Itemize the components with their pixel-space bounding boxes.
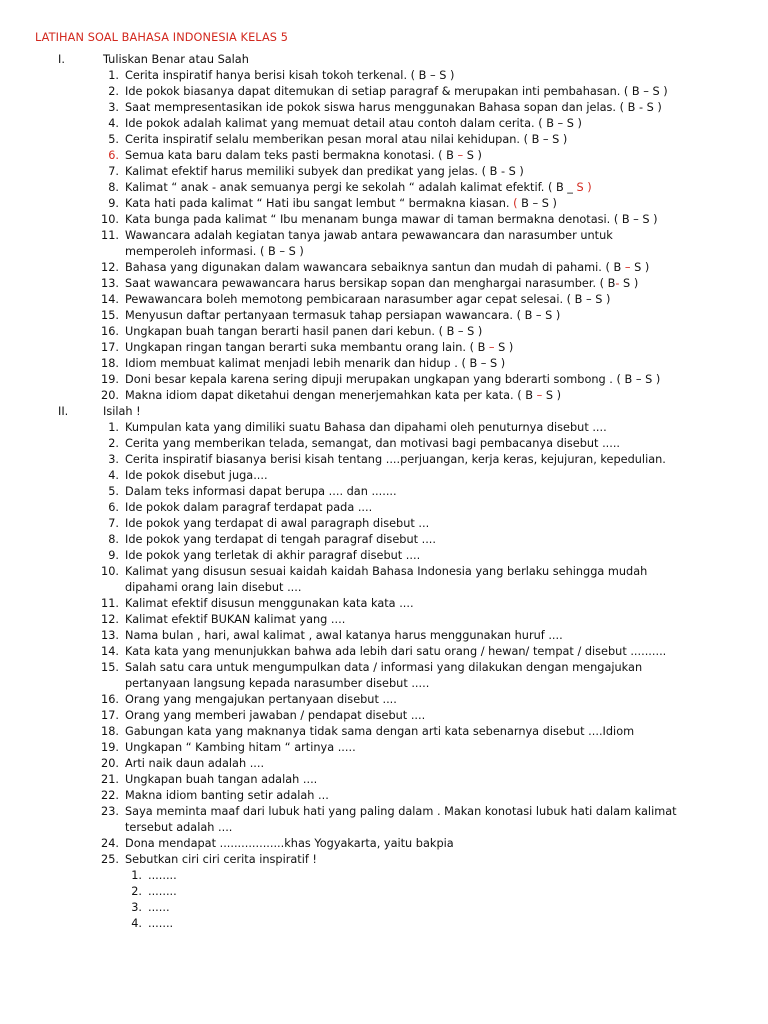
sub-item-number: 2. xyxy=(131,885,142,898)
item-text: Idiom membuat kalimat menjadi lebih menarik dan hidup . ( B – S ) xyxy=(125,357,506,370)
section1-number: I. xyxy=(58,53,65,66)
item-text: Kumpulan kata yang dimiliki suatu Bahasa dan dipahami oleh penuturnya disebut .... xyxy=(125,421,607,434)
item-number: 10. xyxy=(101,565,119,578)
section1-title: Tuliskan Benar atau Salah xyxy=(103,53,249,66)
item-number: 14. xyxy=(101,293,119,306)
item-number: 9. xyxy=(108,549,119,562)
item-number: 21. xyxy=(101,773,119,786)
item-number: 13. xyxy=(101,277,119,290)
item-text: Saat wawancara pewawancara harus bersikap sopan dan menghargai narasumber. ( B- S ) xyxy=(125,277,639,290)
sub-item-number: 3. xyxy=(131,901,142,914)
section2-number: II. xyxy=(58,405,69,418)
item-number: 16. xyxy=(101,693,119,706)
item-text: Kalimat efektif harus memiliki subyek dan predikat yang jelas. ( B - S ) xyxy=(125,165,524,178)
item-text-continued: tersebut adalah .... xyxy=(125,821,233,834)
item-number: 5. xyxy=(108,485,119,498)
item-text: Orang yang memberi jawaban / pendapat disebut .... xyxy=(125,709,426,722)
item-text-continued: pertanyaan langsung kepada narasumber disebut ..... xyxy=(125,677,430,690)
item-number: 15. xyxy=(101,661,119,674)
item-text: Ide pokok disebut juga.... xyxy=(125,469,268,482)
item-number: 6. xyxy=(108,501,119,514)
sub-item-number: 1. xyxy=(131,869,142,882)
item-text: Ungkapan buah tangan berarti hasil panen dari kebun. ( B – S ) xyxy=(125,325,483,338)
item-number: 2. xyxy=(108,437,119,450)
item-number: 10. xyxy=(101,213,119,226)
item-text: Gabungan kata yang maknanya tidak sama dengan arti kata sebenarnya disebut ....Idiom xyxy=(125,725,635,738)
sub-item-text: ....... xyxy=(148,917,174,930)
item-number: 11. xyxy=(101,597,119,610)
item-number: 16. xyxy=(101,325,119,338)
item-number: 5. xyxy=(108,133,119,146)
item-text-continued: memperoleh informasi. ( B – S ) xyxy=(125,245,304,258)
item-number: 22. xyxy=(101,789,119,802)
item-text: Kalimat efektif BUKAN kalimat yang .... xyxy=(125,613,346,626)
item-text: Cerita inspiratif biasanya berisi kisah tentang ....perjuangan, kerja keras, kejujuran, kepedulian. xyxy=(125,453,666,466)
item-number: 4. xyxy=(108,469,119,482)
item-text: Makna idiom dapat diketahui dengan menerjemahkan kata per kata. ( B – S ) xyxy=(125,389,562,402)
item-text: Cerita inspiratif hanya berisi kisah tokoh terkenal. ( B – S ) xyxy=(125,69,455,82)
item-text: Bahasa yang digunakan dalam wawancara sebaiknya santun dan mudah di pahami. ( B – S ) xyxy=(125,261,650,274)
item-text: Kata bunga pada kalimat “ Ibu menanam bunga mawar di taman bermakna denotasi. ( B – S ) xyxy=(125,213,658,226)
item-number: 12. xyxy=(101,261,119,274)
item-text-continued: dipahami orang lain disebut .... xyxy=(125,581,302,594)
sub-item-text: ...... xyxy=(148,901,170,914)
item-text: Ungkapan ringan tangan berarti suka membantu orang lain. ( B – S ) xyxy=(125,341,514,354)
item-text: Ide pokok yang terdapat di tengah paragraf disebut .... xyxy=(125,533,436,546)
item-text: Ungkapan “ Kambing hitam “ artinya ..... xyxy=(125,741,356,754)
item-number: 3. xyxy=(108,453,119,466)
sub-item-text: ........ xyxy=(148,885,177,898)
document-title: LATIHAN SOAL BAHASA INDONESIA KELAS 5 xyxy=(35,31,289,44)
item-text: Menyusun daftar pertanyaan termasuk tahap persiapan wawancara. ( B – S ) xyxy=(125,309,561,322)
item-number: 23. xyxy=(101,805,119,818)
item-number: 12. xyxy=(101,613,119,626)
item-number: 20. xyxy=(101,757,119,770)
item-number: 19. xyxy=(101,741,119,754)
item-text: Pewawancara boleh memotong pembicaraan narasumber agar cepat selesai. ( B – S ) xyxy=(125,293,611,306)
item-text: Ide pokok yang terdapat di awal paragraph disebut ... xyxy=(125,517,430,530)
item-number: 20. xyxy=(101,389,119,402)
item-text: Kata kata yang menunjukkan bahwa ada lebih dari satu orang / hewan/ tempat / disebut .......... xyxy=(125,645,667,658)
item-text: Nama bulan , hari, awal kalimat , awal katanya harus menggunakan huruf .... xyxy=(125,629,563,642)
item-text: Arti naik daun adalah .... xyxy=(125,757,265,770)
item-number: 18. xyxy=(101,357,119,370)
item-text: Kata hati pada kalimat “ Hati ibu sangat lembut “ bermakna kiasan. ( B – S ) xyxy=(125,197,557,210)
item-text: Cerita inspiratif selalu memberikan pesan moral atau nilai kehidupan. ( B – S ) xyxy=(125,133,568,146)
item-number: 17. xyxy=(101,341,119,354)
item-text: Ide pokok yang terletak di akhir paragraf disebut .... xyxy=(125,549,421,562)
item-text: Cerita yang memberikan telada, semangat, dan motivasi bagi pembacanya disebut ..... xyxy=(125,437,621,450)
item-number: 11. xyxy=(101,229,119,242)
item-text: Ide pokok adalah kalimat yang memuat detail atau contoh dalam cerita. ( B – S ) xyxy=(125,117,582,130)
item-text: Kalimat efektif disusun menggunakan kata kata .... xyxy=(125,597,414,610)
sub-item-number: 4. xyxy=(131,917,142,930)
item-text: Orang yang mengajukan pertanyaan disebut .... xyxy=(125,693,397,706)
item-number: 8. xyxy=(108,181,119,194)
item-text: Salah satu cara untuk mengumpulkan data / informasi yang dilakukan dengan mengajukan xyxy=(125,661,643,674)
item-text: Dalam teks informasi dapat berupa .... dan ....... xyxy=(125,485,397,498)
item-number: 4. xyxy=(108,117,119,130)
item-text: Sebutkan ciri ciri cerita inspiratif ! xyxy=(125,853,317,866)
item-number: 9. xyxy=(108,197,119,210)
item-number: 1. xyxy=(108,69,119,82)
section2-title: Isilah ! xyxy=(103,405,141,418)
item-text: Dona mendapat ..................khas Yogyakarta, yaitu bakpia xyxy=(125,837,454,850)
item-number: 25. xyxy=(101,853,119,866)
item-number: 19. xyxy=(101,373,119,386)
item-text: Kalimat “ anak - anak semuanya pergi ke sekolah “ adalah kalimat efektif. ( B _ S ) xyxy=(125,181,592,194)
item-number: 7. xyxy=(108,517,119,530)
item-text: Wawancara adalah kegiatan tanya jawab antara pewawancara dan narasumber untuk xyxy=(125,229,613,242)
item-number: 17. xyxy=(101,709,119,722)
item-number: 2. xyxy=(108,85,119,98)
sub-item-text: ........ xyxy=(148,869,177,882)
item-text: Saat mempresentasikan ide pokok siswa harus menggunakan Bahasa sopan dan jelas. ( B - S ) xyxy=(125,101,662,114)
item-number: 13. xyxy=(101,629,119,642)
item-number: 18. xyxy=(101,725,119,738)
item-text: Doni besar kepala karena sering dipuji merupakan ungkapan yang bderarti sombong . ( B – S ) xyxy=(125,373,661,386)
item-number: 1. xyxy=(108,421,119,434)
item-number: 15. xyxy=(101,309,119,322)
item-text: Semua kata baru dalam teks pasti bermakna konotasi. ( B – S ) xyxy=(125,149,482,162)
item-number: 7. xyxy=(108,165,119,178)
item-text: Saya meminta maaf dari lubuk hati yang paling dalam . Makan konotasi lubuk hati dalam kalimat xyxy=(125,805,677,818)
item-text: Makna idiom banting setir adalah ... xyxy=(125,789,329,802)
item-text: Ide pokok dalam paragraf terdapat pada .... xyxy=(125,501,373,514)
item-text: Ide pokok biasanya dapat ditemukan di setiap paragraf & merupakan inti pembahasan. ( B – S ) xyxy=(125,85,668,98)
item-number: 14. xyxy=(101,645,119,658)
item-number: 6. xyxy=(108,149,119,162)
item-number: 24. xyxy=(101,837,119,850)
item-number: 3. xyxy=(108,101,119,114)
item-text: Kalimat yang disusun sesuai kaidah kaidah Bahasa Indonesia yang berlaku sehingga mudah xyxy=(125,565,648,578)
item-number: 8. xyxy=(108,533,119,546)
item-text: Ungkapan buah tangan adalah .... xyxy=(125,773,318,786)
